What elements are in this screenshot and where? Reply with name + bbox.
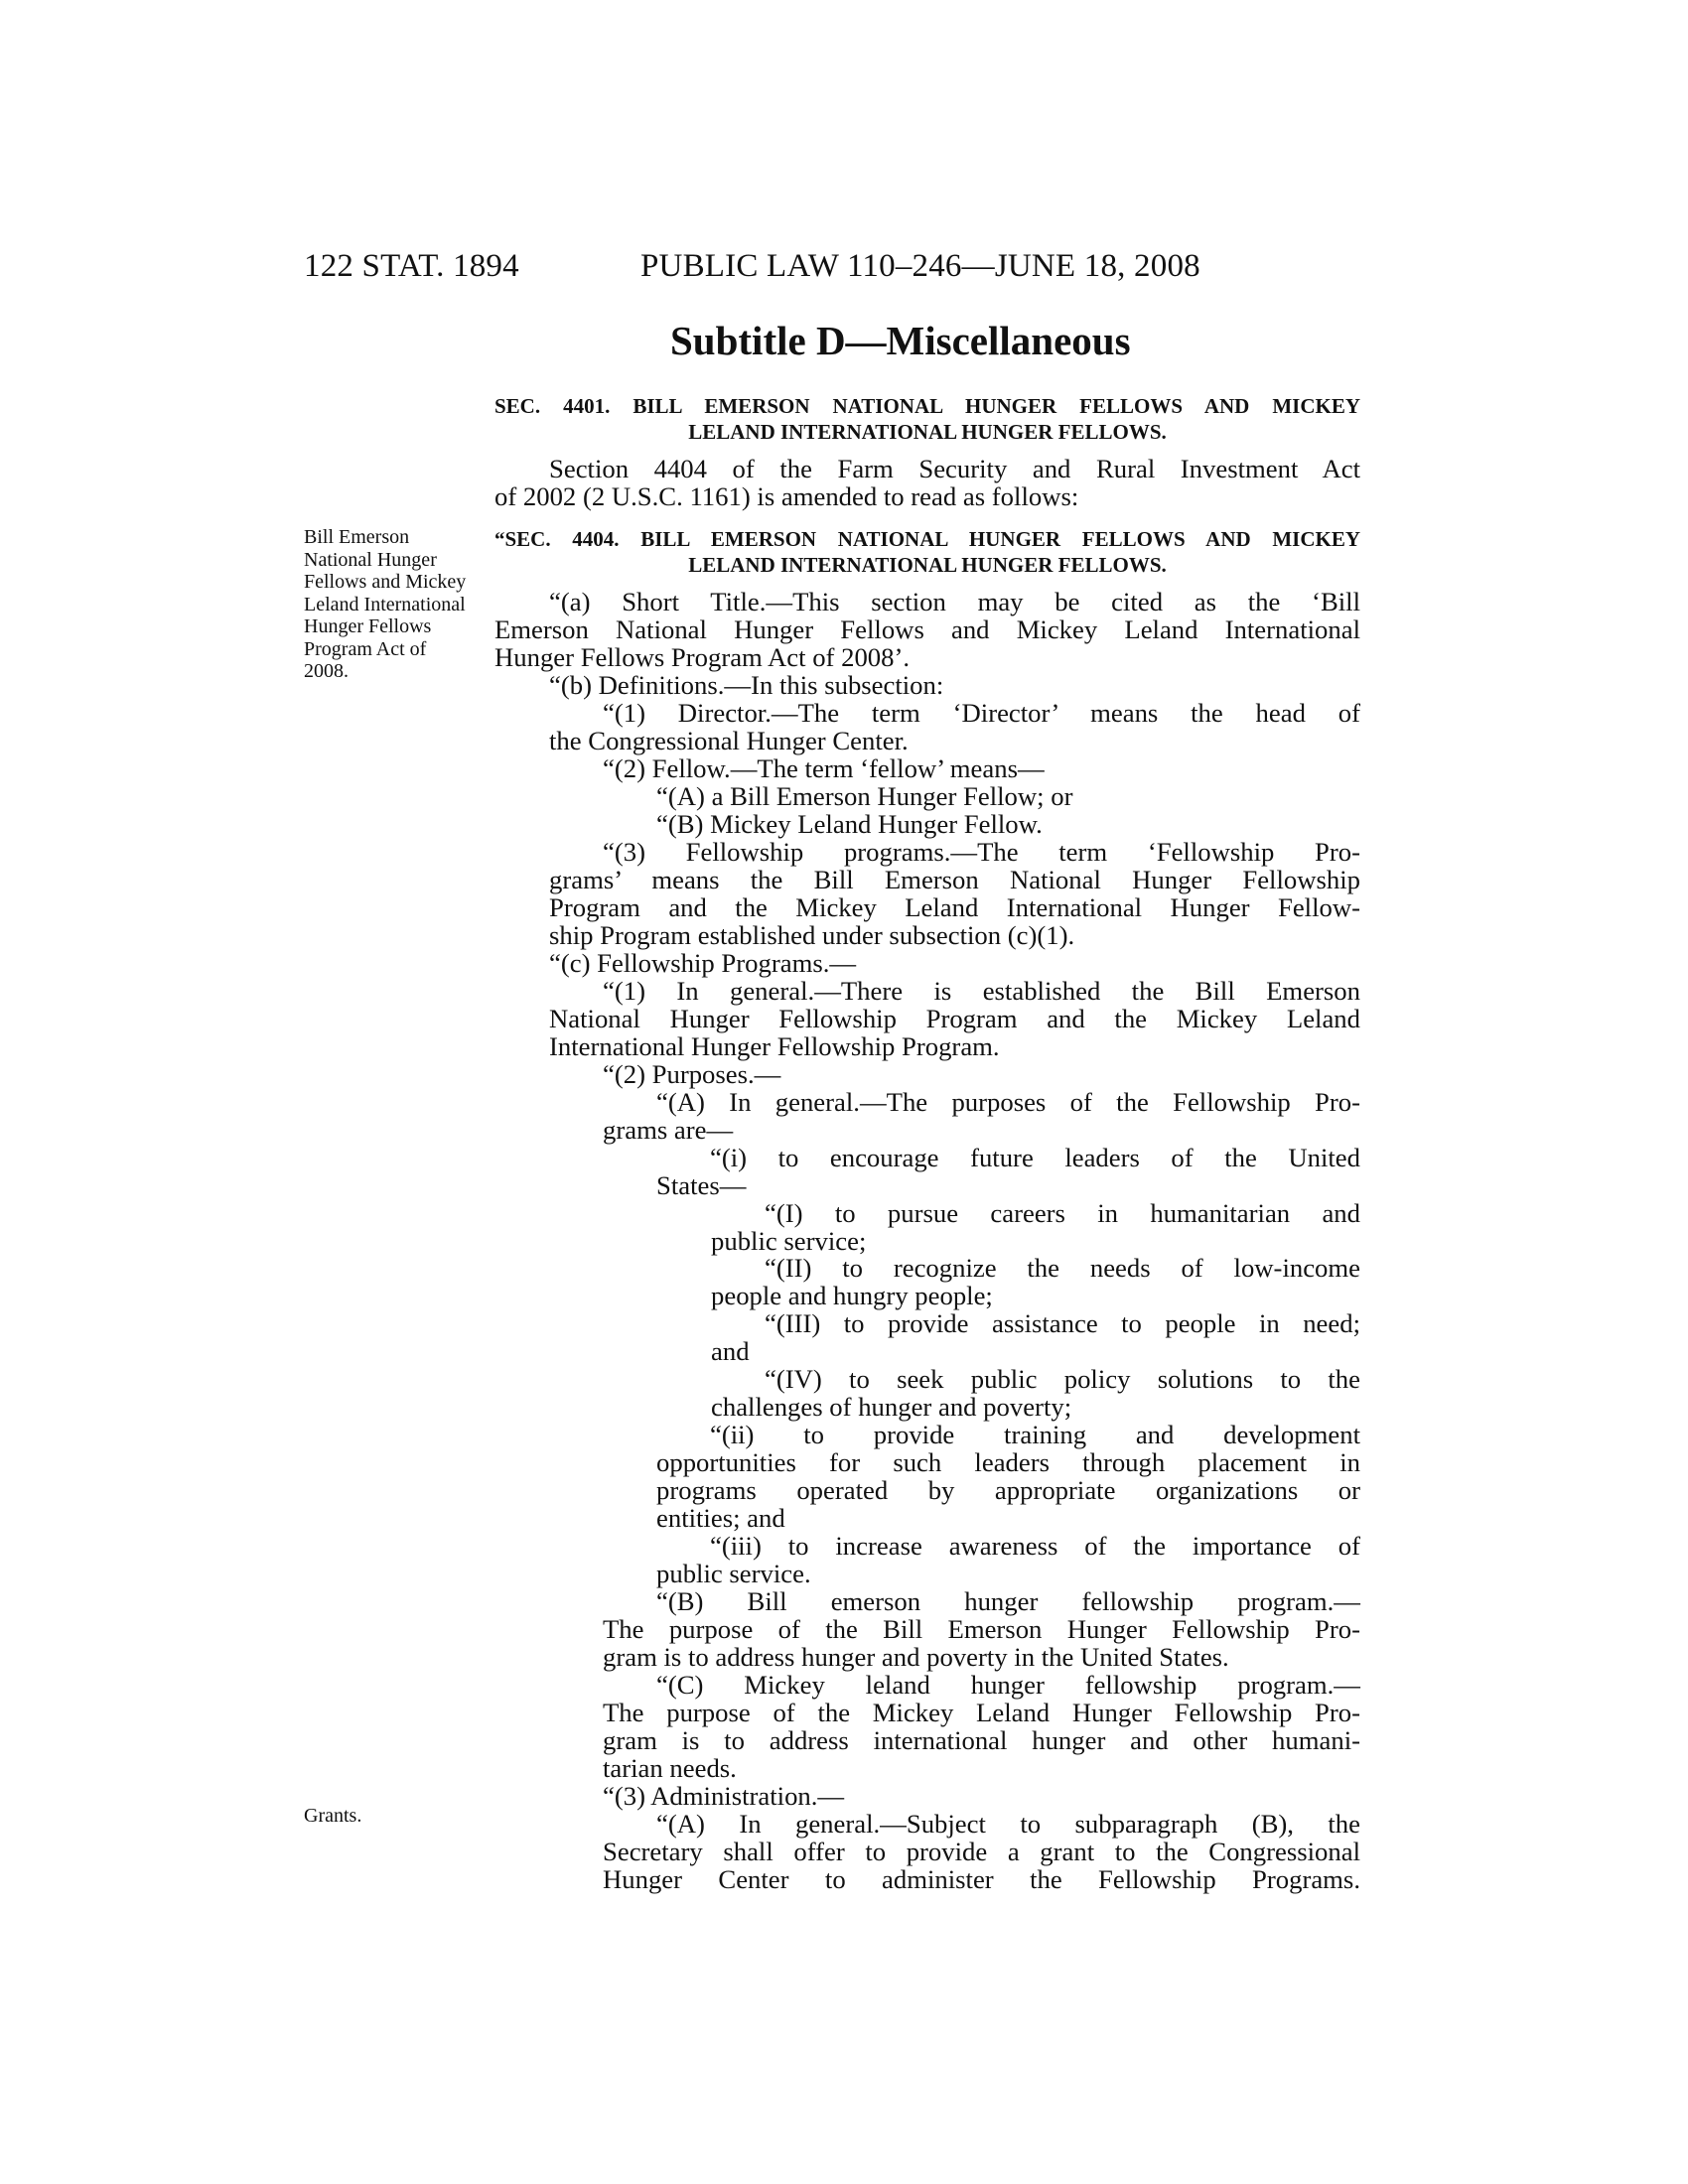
paragraph-b1-line: the Congressional Hunger Center.: [549, 726, 909, 755]
subparagraph-c2c-line: The purpose of the Mickey Leland Hunger Fellowship Pro-: [603, 1698, 1360, 1727]
subclause-III-line: and: [711, 1336, 750, 1366]
section-4401-heading-line-2: LELAND INTERNATIONAL HUNGER FELLOWS.: [688, 420, 1167, 444]
paragraph-c2-heading: “(2) Purposes.—: [603, 1059, 781, 1089]
paragraph-b3-line: “(3) Fellowship programs.—The term ‘Fellowship Pro-: [603, 837, 1360, 867]
subparagraph-c2a-line: “(A) In general.—The purposes of the Fellowship Pro-: [656, 1087, 1360, 1117]
paragraph-b3-line: ship Program established under subsection (c)(1).: [549, 920, 1075, 950]
page-law-header: PUBLIC LAW 110–246—JUNE 18, 2008: [640, 248, 1200, 284]
section-4401-heading-line-1: SEC. 4401. BILL EMERSON NATIONAL HUNGER FELLOWS AND MICKEY: [494, 394, 1360, 418]
clause-ii-line: programs operated by appropriate organizations or: [656, 1475, 1360, 1505]
subclause-IV-line: “(IV) to seek public policy solutions to the: [765, 1364, 1360, 1394]
subsection-a-line: Hunger Fellows Program Act of 2008’.: [494, 642, 911, 672]
clause-ii-line: “(ii) to provide training and development: [710, 1420, 1360, 1449]
clause-ii-line: entities; and: [656, 1503, 785, 1533]
subparagraph-c3a-line: “(A) In general.—Subject to subparagraph (B), the: [656, 1809, 1360, 1839]
subclause-III-line: “(III) to provide assistance to people in need;: [765, 1308, 1360, 1338]
paragraph-c3-heading: “(3) Administration.—: [603, 1781, 845, 1811]
subtitle-heading: Subtitle D—Miscellaneous: [670, 318, 1131, 363]
intro-line: of 2002 (2 U.S.C. 1161) is amended to read as follows:: [494, 481, 1079, 511]
subparagraph-c2b-line: “(B) Bill emerson hunger fellowship program.—: [656, 1586, 1360, 1616]
subsection-c-heading: “(c) Fellowship Programs.—: [549, 948, 857, 978]
subparagraph-c2b-line: gram is to address hunger and poverty in the United States.: [603, 1642, 1229, 1672]
paragraph-b3-line: Program and the Mickey Leland International Hunger Fellow-: [549, 892, 1360, 922]
paragraph-b1-line: “(1) Director.—The term ‘Director’ means the head of: [603, 698, 1360, 728]
subparagraph-c2c-line: gram is to address international hunger and other humani-: [603, 1725, 1360, 1755]
subparagraph-c2c-line: tarian needs.: [603, 1753, 737, 1783]
section-4404-heading-line-2: LELAND INTERNATIONAL HUNGER FELLOWS.: [688, 553, 1167, 577]
subparagraph-c2c-line: “(C) Mickey leland hunger fellowship program.—: [656, 1670, 1360, 1700]
subclause-II-line: “(II) to recognize the needs of low-income: [765, 1253, 1360, 1283]
subclause-IV-line: challenges of hunger and poverty;: [711, 1392, 1072, 1422]
subsection-a-line: “(a) Short Title.—This section may be cited as the ‘Bill: [549, 587, 1360, 616]
subparagraph-c2b-line: The purpose of the Bill Emerson Hunger Fellowship Pro-: [603, 1614, 1360, 1644]
page-stat-citation: 122 STAT. 1894: [304, 248, 519, 284]
intro-line: Section 4404 of the Farm Security and Rural Investment Act: [549, 454, 1360, 483]
subparagraph-c3a-line: Secretary shall offer to provide a grant to the Congressional: [603, 1837, 1360, 1866]
subparagraph-b2a: “(A) a Bill Emerson Hunger Fellow; or: [656, 781, 1073, 811]
section-4404-heading: [494, 526, 1360, 578]
paragraph-b3-line: grams’ means the Bill Emerson National Hunger Fellowship: [549, 865, 1360, 894]
clause-i-line: “(i) to encourage future leaders of the United: [710, 1143, 1360, 1172]
subsection-b-heading: “(b) Definitions.—In this subsection:: [549, 670, 944, 700]
clause-ii-line: opportunities for such leaders through placement in: [656, 1447, 1360, 1477]
subparagraph-c2a-line: grams are—: [603, 1115, 734, 1145]
subparagraph-b2b: “(B) Mickey Leland Hunger Fellow.: [656, 809, 1043, 839]
paragraph-c1-line: National Hunger Fellowship Program and the Mickey Leland: [549, 1004, 1360, 1033]
margin-note-program-act: Bill Emerson National Hunger Fellows and Mickey Leland International Hunger Fellows Program Act of 2008.: [304, 526, 467, 682]
paragraph-b2-line: “(2) Fellow.—The term ‘fellow’ means—: [603, 753, 1045, 783]
paragraph-c1-line: “(1) In general.—There is established the Bill Emerson: [603, 976, 1360, 1006]
paragraph-c1-line: International Hunger Fellowship Program.: [549, 1031, 1000, 1061]
margin-note-grants: Grants.: [304, 1805, 362, 1827]
subclause-II-line: people and hungry people;: [711, 1281, 993, 1310]
clause-i-line: States—: [656, 1170, 747, 1200]
subsection-a-line: Emerson National Hunger Fellows and Mickey Leland International: [494, 614, 1360, 644]
clause-iii-line: “(iii) to increase awareness of the importance of: [710, 1531, 1360, 1561]
section-4401-heading: [494, 393, 1360, 445]
clause-iii-line: public service.: [656, 1559, 811, 1588]
subclause-I-line: “(I) to pursue careers in humanitarian and: [765, 1198, 1360, 1228]
subparagraph-c3a-line: Hunger Center to administer the Fellowship Programs.: [603, 1864, 1360, 1894]
section-4404-heading-line-1: “SEC. 4404. BILL EMERSON NATIONAL HUNGER FELLOWS AND MICKEY: [494, 527, 1360, 551]
subclause-I-line: public service;: [711, 1226, 867, 1256]
